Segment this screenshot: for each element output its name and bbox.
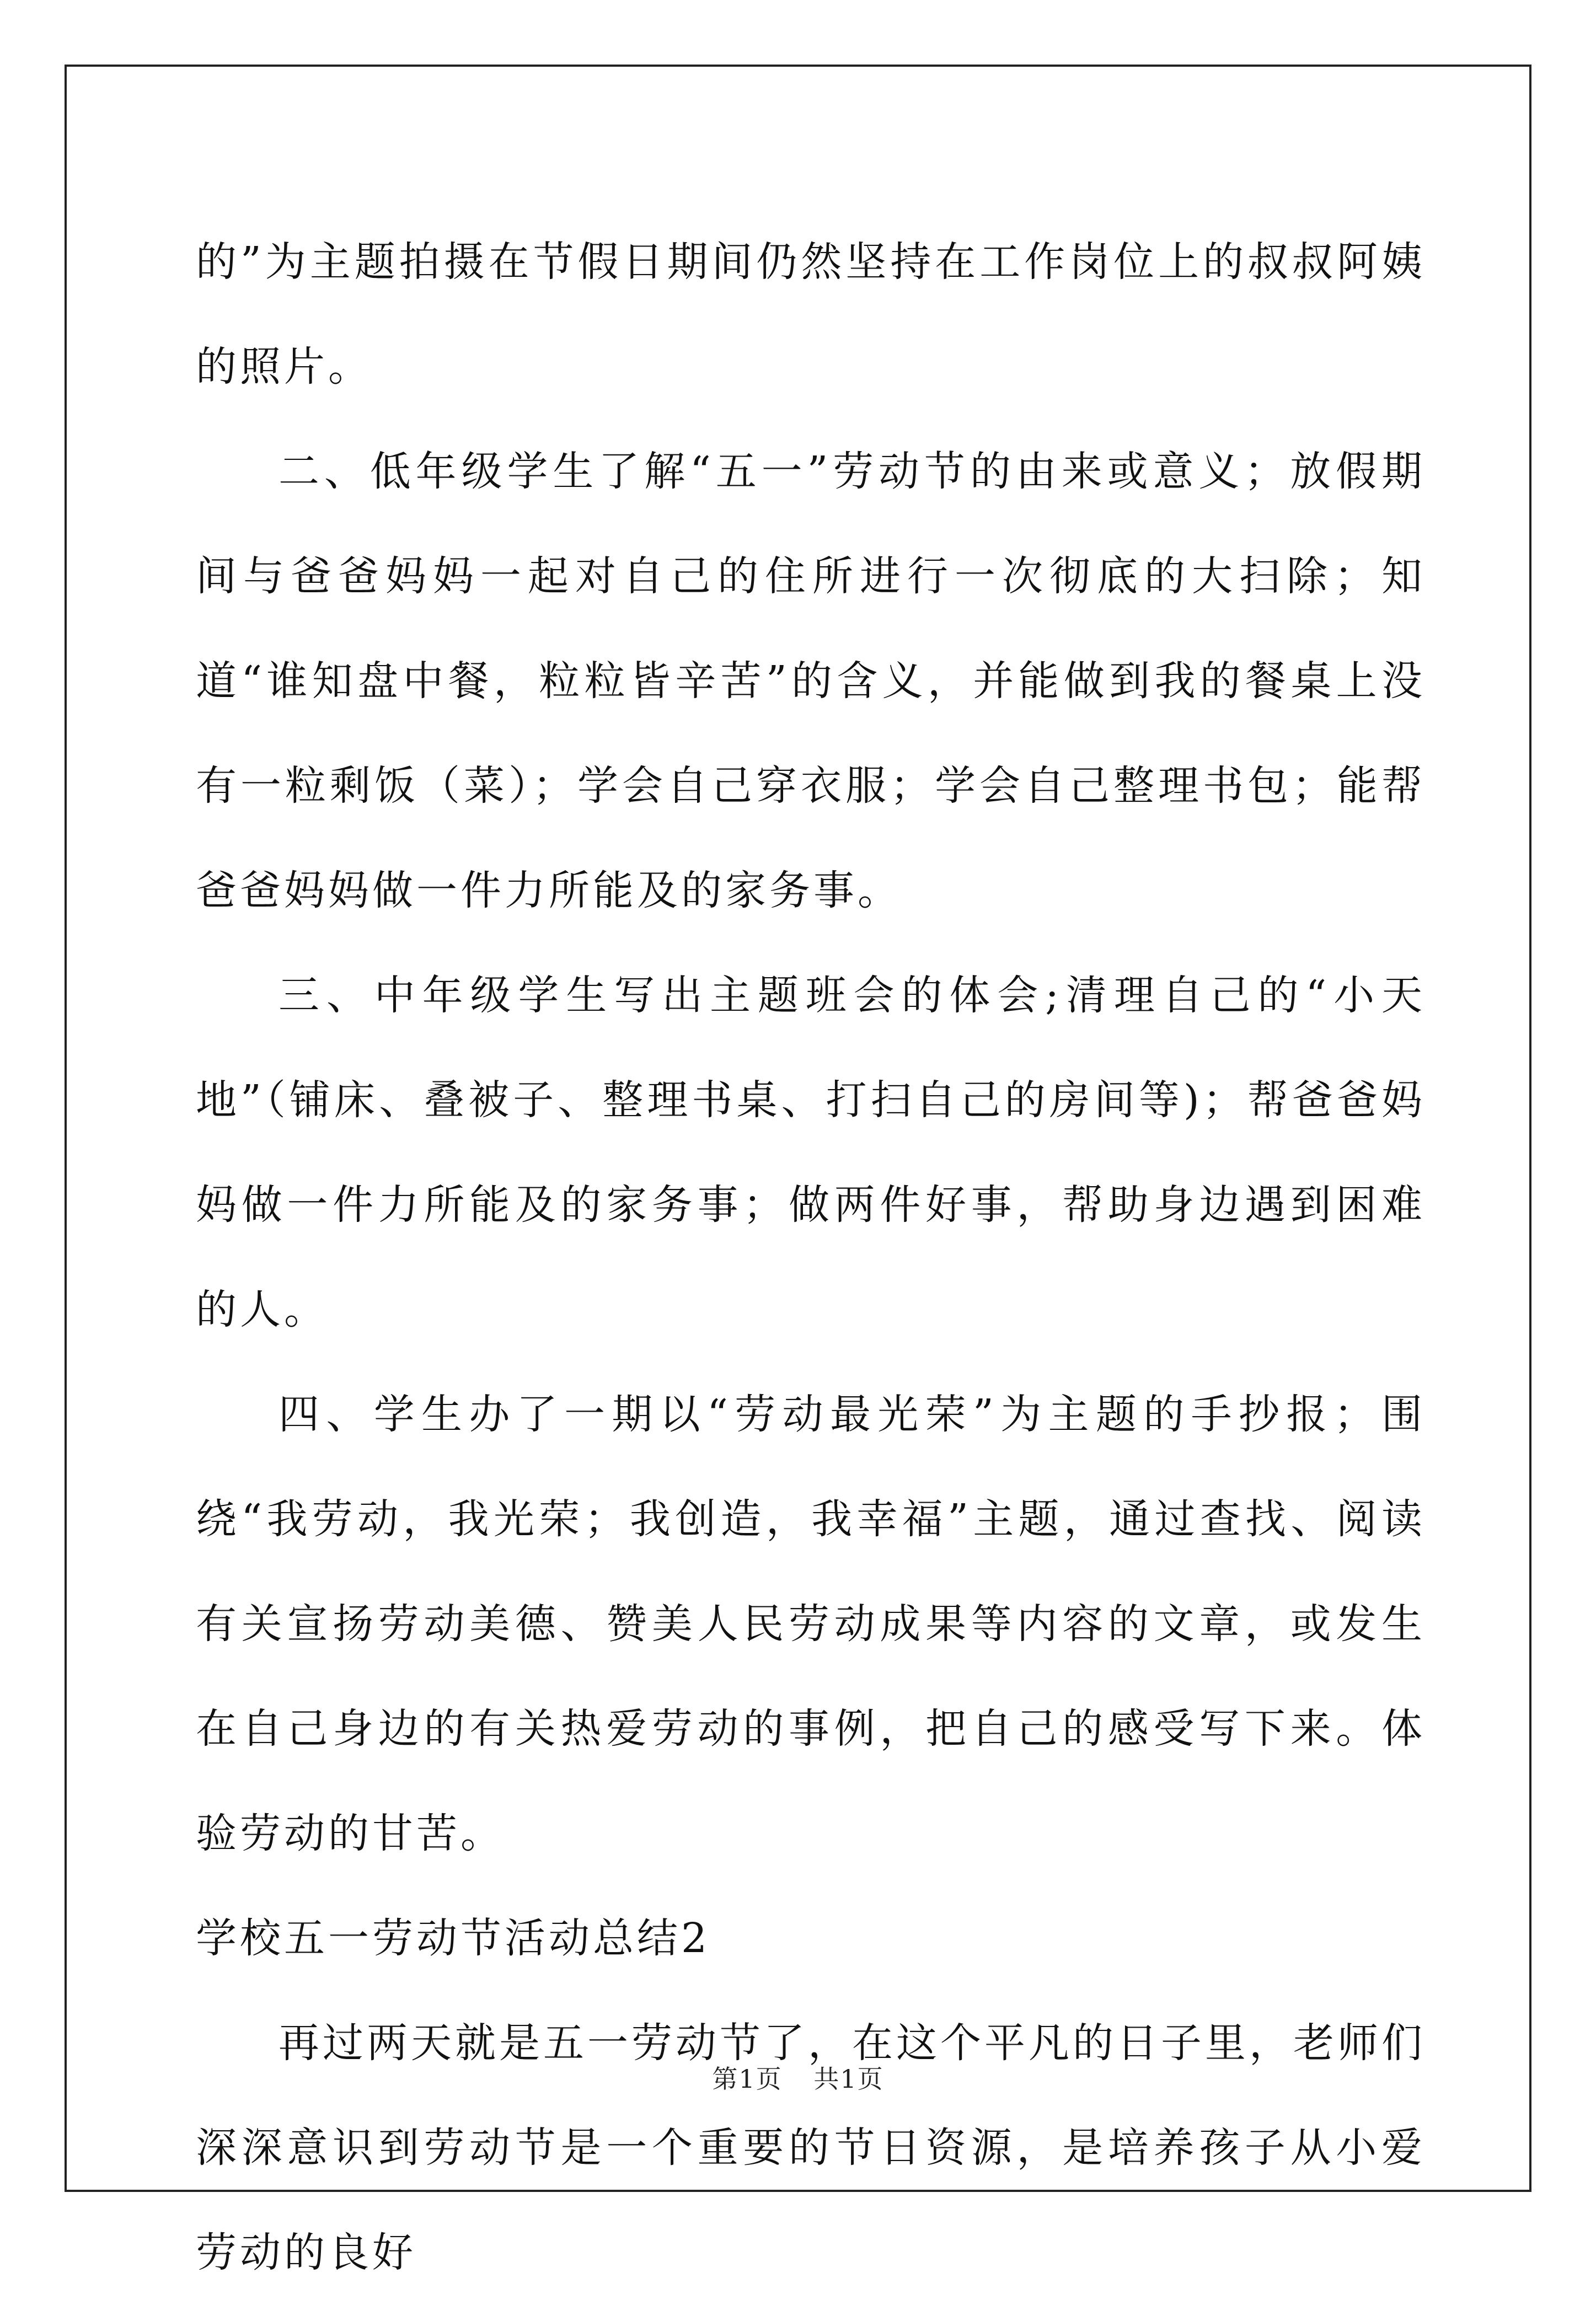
paragraph-continuation: 的”为主题拍摄在节假日期间仍然坚持在工作岗位上的叔叔阿姨的照片。	[196, 238, 1426, 390]
paragraph-item-2: 二、低年级学生了解“五一”劳动节的由来或意义；放假期间与爸爸妈妈一起对自己的住所进行一次彻底的大扫除；知道“谁知盘中餐，粒粒皆辛苦”的含义，并能做到我的餐桌上没有一粒剩饭（菜）；学会自己穿衣服；学会自己整理书包；能帮爸爸妈妈做一件力所能及的家务事。	[196, 448, 1426, 914]
page-number-current: 第1页	[712, 2064, 783, 2094]
page-footer	[0, 2062, 1596, 2095]
page-number-total: 共1页	[813, 2064, 884, 2094]
document-body	[196, 210, 1426, 2305]
paragraph-item-3: 三、中年级学生写出主题班会的体会;清理自己的“小天地”（铺床、叠被子、整理书桌、打扫自己的房间等)；帮爸爸妈妈做一件力所能及的家务事；做两件好事，帮助身边遇到困难的人。	[196, 972, 1426, 1333]
paragraph-intro-2: 再过两天就是五一劳动节了，在这个平凡的日子里，老师们深深意识到劳动节是一个重要的节日资源，是培养孩子从小爱劳动的良好	[196, 2019, 1426, 2276]
section-heading: 学校五一劳动节活动总结2	[196, 1915, 711, 1962]
paragraph-item-4: 四、学生办了一期以“劳动最光荣”为主题的手抄报；围绕“我劳动，我光荣；我创造，我幸福”主题，通过查找、阅读有关宣扬劳动美德、赞美人民劳动成果等内容的文章，或发生在自己身边的有关热爱劳动的事例，把自己的感受写下来。体验劳动的甘苦。	[196, 1391, 1426, 1857]
